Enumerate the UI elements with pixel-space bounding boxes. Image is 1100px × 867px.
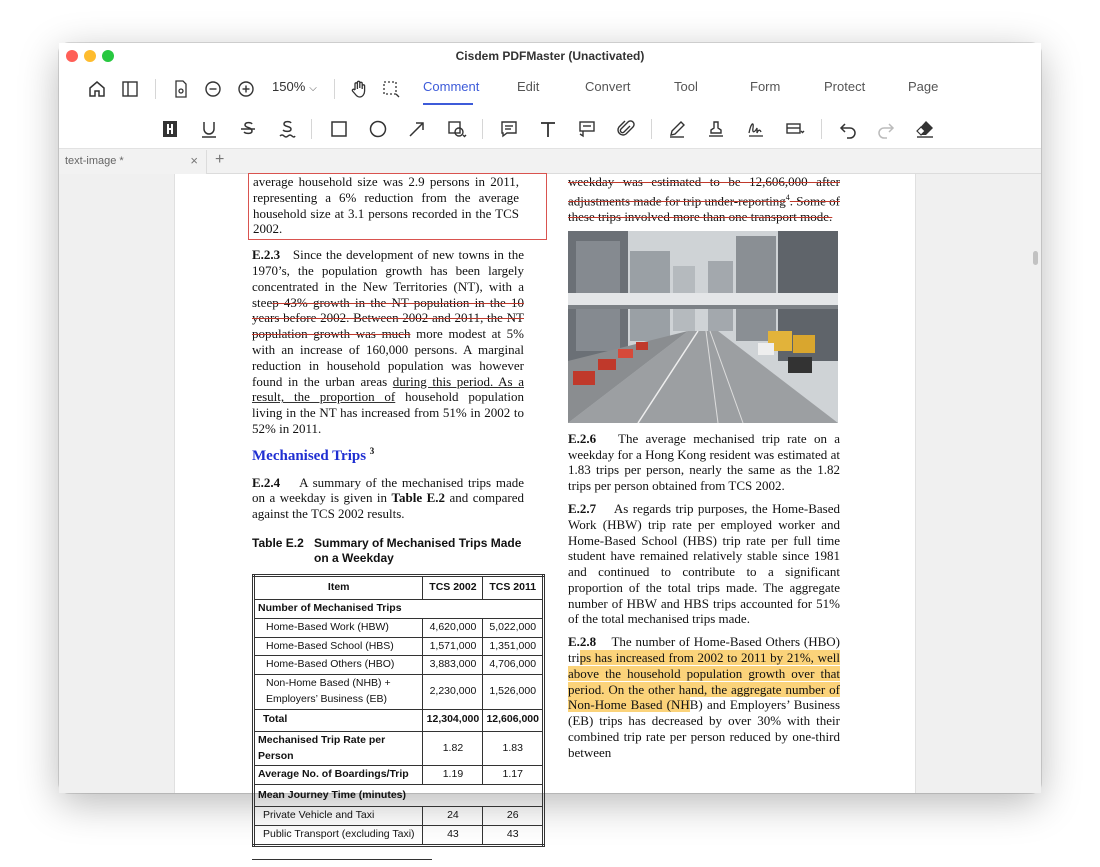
arrow-icon[interactable] <box>406 118 428 140</box>
footnote-divider <box>252 859 432 860</box>
column-header: Item <box>254 575 423 599</box>
photo-taxi <box>573 371 595 385</box>
right-column <box>568 174 840 768</box>
photo-taxi <box>618 349 633 358</box>
document-viewer[interactable] <box>59 174 1041 840</box>
row-label: Total <box>254 709 423 731</box>
window-title: Cisdem PDFMaster (Unactivated) <box>455 49 645 63</box>
hand-tool-icon[interactable] <box>348 78 370 100</box>
sidebar-toggle-icon[interactable] <box>119 78 141 100</box>
toolbar-separator <box>821 119 822 139</box>
paragraph-text: The average mechanised trip rate on a weekday for a Hong Kong resident was estimated at 1.83 trips per person, nearly the same as the 1.82 trips per person obtained from TCS 2002. <box>568 430 840 494</box>
squiggly-underline-icon[interactable] <box>276 118 298 140</box>
chevron-down-icon: ⌵ <box>309 83 317 94</box>
table-section-row <box>254 785 544 807</box>
menu-tool[interactable]: Tool <box>674 79 698 94</box>
callout-icon[interactable] <box>576 118 598 140</box>
strikethrough-annotation[interactable]: . Some of these trips involved more than one transport mode. <box>568 193 840 224</box>
row-label: Mechanised Trip Rate per Person <box>254 731 423 766</box>
highlight-annotation[interactable]: ps has increased from 2002 to 2011 by 21%, well above the household population growth over that period. On the other hand, the aggregate number of Non-Home Based (NH <box>568 650 840 713</box>
row-label: Home-Based Others (HBO) <box>254 656 423 675</box>
table-header-row <box>254 575 544 599</box>
photo-bus <box>793 335 815 353</box>
cell-value: 1.83 <box>483 731 544 766</box>
zoom-in-icon[interactable] <box>235 78 257 100</box>
cell-value: 1,526,000 <box>483 675 544 710</box>
add-tab-icon[interactable]: + <box>215 151 225 168</box>
footnote-marker: 3 <box>369 445 375 456</box>
strikethrough-annotation[interactable]: p 43% growth in the NT population in the 10 years before 2002. Between 2002 and 2011, the NT population growth was much <box>252 294 524 342</box>
cell-value: 1.19 <box>423 766 483 785</box>
redo-icon[interactable] <box>875 118 897 140</box>
photo-building <box>736 236 776 341</box>
paragraph-label: E.2.7 <box>568 500 597 516</box>
paragraph-label: E.2.8 <box>568 634 597 650</box>
form-field-dropdown-icon[interactable] <box>784 118 806 140</box>
cell-value: 2,230,000 <box>423 675 483 710</box>
table-row <box>254 731 544 766</box>
tab-text-image[interactable] <box>59 150 207 174</box>
toolbar-separator <box>155 79 156 99</box>
paragraph-text: As regards trip purposes, the Home-Based Work (HBW) trip rate per employed worker and Home-Based School (HBS) trip rate per full time student have remained relatively stable since 1981 and continued to contribute to a significant proportion of the total trips made. The aggregate number of HBW and HBS trips accounted for 51% of the total mechanised trips made. <box>568 500 841 627</box>
pen-icon[interactable] <box>666 118 688 140</box>
toolbar-separator <box>651 119 652 139</box>
document-tab-bar <box>59 150 1041 174</box>
toolbar-separator <box>334 79 335 99</box>
signature-icon[interactable] <box>745 118 767 140</box>
zoom-level-dropdown[interactable] <box>272 79 317 94</box>
strikethrough-paragraph <box>568 174 840 225</box>
row-label: Public Transport (excluding Taxi) <box>254 825 423 845</box>
table-row <box>254 656 544 675</box>
table-reference: Table E.2 <box>391 490 446 506</box>
paragraph-text: The number of Home-Based Others (HBO) tri <box>568 634 841 666</box>
menu-edit[interactable]: Edit <box>517 79 540 94</box>
paragraph-text: household population living in the NT has increased from 51% in 2002 to 52% in 2011. <box>252 389 524 436</box>
menu-form[interactable]: Form <box>750 79 781 94</box>
cell-value: 3,883,000 <box>423 656 483 675</box>
close-icon[interactable]: × <box>190 153 198 168</box>
toolbar-separator <box>482 119 483 139</box>
rectangle-icon[interactable] <box>328 118 350 140</box>
cell-value: 1,571,000 <box>423 637 483 656</box>
column-header: TCS 2011 <box>483 575 544 599</box>
heading-text: Mechanised Trips <box>252 447 367 464</box>
highlight-text-icon[interactable] <box>159 118 181 140</box>
paragraph-text: Since the development of new towns in the 1970’s, the population growth has been largely concentrated in the New Territories (NT), with a stee <box>252 247 525 310</box>
table-number: Table E.2 <box>252 535 304 550</box>
boxed-annotation-paragraph[interactable] <box>248 173 547 240</box>
row-label: Private Vehicle and Taxi <box>254 807 423 826</box>
street-photo[interactable] <box>568 231 838 423</box>
paragraph-e23 <box>252 247 524 437</box>
paragraph-text: A summary of the mechanised trips made on a weekday is given in <box>252 474 525 506</box>
cell-value: 26 <box>483 807 544 826</box>
photo-footbridge <box>568 305 838 309</box>
main-toolbar <box>59 69 1041 109</box>
trips-table <box>252 574 545 847</box>
cell-value: 4,620,000 <box>423 618 483 637</box>
cell-value: 4,706,000 <box>483 656 544 675</box>
cell-value: 1,351,000 <box>483 637 544 656</box>
cell-value: 1.82 <box>423 731 483 766</box>
section-label: Mean Journey Time (minutes) <box>254 785 544 807</box>
cell-value: 43 <box>483 825 544 845</box>
column-header: TCS 2002 <box>423 575 483 599</box>
cell-value: 1.17 <box>483 766 544 785</box>
comment-toolbar <box>59 109 1041 149</box>
row-label: Home-Based Work (HBW) <box>254 618 423 637</box>
table-section-row <box>254 599 544 618</box>
paragraph-text: more modest at 5% with an increase of 160,000 persons. A marginal reduction in household population was however found in the urban areas <box>252 326 524 389</box>
menu-protect[interactable]: Protect <box>824 79 866 94</box>
row-label <box>254 675 423 710</box>
toolbar-separator <box>311 119 312 139</box>
photo-car <box>758 343 774 355</box>
paragraph-e24 <box>252 475 524 522</box>
eraser-icon[interactable] <box>914 118 936 140</box>
underline-icon[interactable] <box>198 118 220 140</box>
paragraph-label: E.2.6 <box>568 430 597 446</box>
shapes-dropdown-icon[interactable] <box>446 118 468 140</box>
table-row <box>254 618 544 637</box>
photo-footbridge <box>568 293 838 305</box>
table-row <box>254 766 544 785</box>
table-row <box>254 675 544 710</box>
tab-label: text-image * <box>65 155 124 167</box>
table-row <box>254 825 544 845</box>
table-caption <box>252 536 524 566</box>
app-window <box>59 43 1041 840</box>
table-total-row <box>254 709 544 731</box>
note-icon[interactable] <box>498 118 520 140</box>
cell-value: 43 <box>423 825 483 845</box>
attachment-icon[interactable] <box>615 118 637 140</box>
photo-taxi <box>598 359 616 370</box>
strikethrough-annotation[interactable]: weekday was estimated to be 12,606,000 after adjustments made for trip under-reporting <box>568 174 840 209</box>
section-heading <box>252 444 524 465</box>
left-column <box>252 174 539 860</box>
paragraph-text: average household size was 2.9 persons in 2011, representing a 6% reduction from the average household size at 3.1 persons recorded in the TCS 2002. <box>253 174 519 237</box>
vertical-scrollbar[interactable] <box>1033 251 1038 265</box>
menu-comment[interactable]: Comment <box>423 79 480 94</box>
paragraph-label: E.2.4 <box>252 474 281 490</box>
paragraph-text: and compared against the TCS 2002 results. <box>252 490 524 522</box>
menu-convert[interactable]: Convert <box>585 79 631 94</box>
photo-car <box>788 357 812 373</box>
ellipse-icon[interactable] <box>367 118 389 140</box>
cell-value: 5,022,000 <box>483 618 544 637</box>
text-box-icon[interactable] <box>537 118 559 140</box>
paragraph-label: E.2.3 <box>252 247 281 263</box>
pdf-page[interactable] <box>174 174 916 840</box>
home-icon[interactable] <box>86 78 108 100</box>
paragraph-e27 <box>568 501 840 627</box>
table-title: Summary of Mechanised Trips Made <box>314 535 522 550</box>
zoom-level: 150% <box>272 79 306 94</box>
table-row <box>254 637 544 656</box>
menu-page[interactable]: Page <box>908 79 939 94</box>
paragraph-e28 <box>568 634 840 760</box>
title-bar <box>59 43 1041 69</box>
row-label-line1: Non-Home Based (NHB) + <box>266 677 391 690</box>
cell-value: 12,606,000 <box>483 709 544 731</box>
page-fit-icon[interactable] <box>170 78 192 100</box>
table-row <box>254 807 544 826</box>
cell-value: 24 <box>423 807 483 826</box>
row-label: Average No. of Boardings/Trip <box>254 766 423 785</box>
stamp-icon[interactable] <box>705 118 727 140</box>
zoom-out-icon[interactable] <box>202 78 224 100</box>
underline-annotation[interactable]: during this period. As a result, the proportion of <box>252 373 524 405</box>
row-label-line2: Employers’ Business (EB) <box>266 692 387 705</box>
footnote-marker: 4 <box>785 192 790 202</box>
section-label: Number of Mechanised Trips <box>254 599 544 618</box>
paragraph-e26 <box>568 431 840 494</box>
active-menu-indicator <box>423 103 473 105</box>
photo-taxi <box>636 342 648 350</box>
row-label: Home-Based School (HBS) <box>254 637 423 656</box>
undo-icon[interactable] <box>837 118 859 140</box>
select-area-icon[interactable] <box>380 78 402 100</box>
table-title-line2: on a Weekday <box>314 550 394 565</box>
strikethrough-icon[interactable] <box>237 118 259 140</box>
paragraph-text: B) and Employers’ Business (EB) trips has decreased by over 30% with their combined trip rate per person reduced by one-third between <box>568 697 840 760</box>
cell-value: 12,304,000 <box>423 709 483 731</box>
